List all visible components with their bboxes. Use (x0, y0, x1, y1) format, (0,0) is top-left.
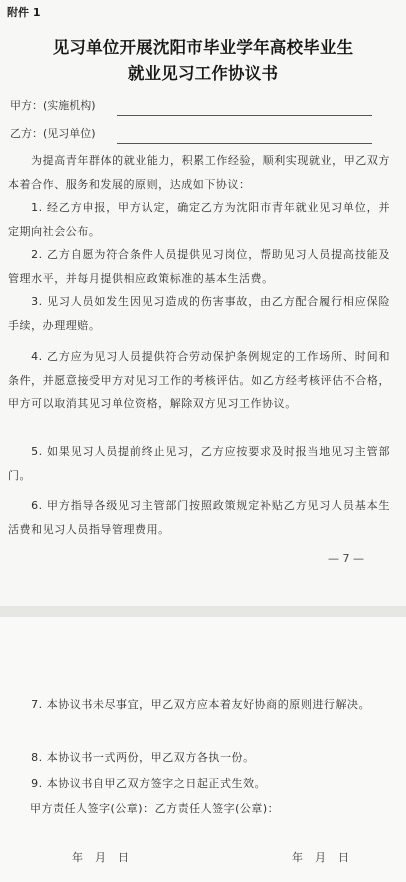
document-title-line-1: 见习单位开展沈阳市毕业学年高校毕业生 (52, 38, 354, 57)
clause-9: 9. 本协议书自甲乙双方签字之日起正式生效。 (31, 777, 267, 790)
clause-5: 5. 如果见习人员提前终止见习，乙方应按要求及时报当地见习主管部门。 (8, 445, 390, 482)
clause-2: 2. 乙方自愿为符合条件人员提供见习岗位，帮助见习人员提高技能及管理水平，并每月提供相应政策标准的基本生活费。 (8, 248, 390, 285)
clause-7: 7. 本协议书未尽事宜，甲乙双方应本着友好协商的原则进行解决。 (31, 698, 371, 711)
clause-3: 3. 见习人员如发生因见习造成的伤害事故，由乙方配合履行相应保险手续，办理理赔。 (8, 295, 390, 332)
page-gap (0, 606, 406, 617)
signature-line: 甲方责任人签字(公章)：乙方责任人签字(公章)： (30, 802, 280, 815)
document-page-2 (0, 617, 406, 882)
date-left: 年 月 日 (72, 851, 130, 864)
clause-8: 8. 本协议书一式两份，甲乙双方各执一份。 (31, 751, 255, 764)
page-number: — 7 — (328, 552, 364, 565)
party-a-underline (117, 115, 372, 116)
document-title-line-2: 就业见习工作协议书 (127, 64, 279, 83)
party-b-underline (117, 143, 372, 144)
party-b-label: 乙方：(见习单位) (10, 127, 96, 140)
attachment-label: 附件 1 (7, 6, 41, 19)
intro-paragraph: 为提高青年群体的就业能力，积累工作经验，顺利实现就业，甲乙双方本着合作、服务和发展的原则，达成如下协议： (8, 154, 390, 191)
clause-4: 4. 乙方应为见习人员提供符合劳动保护条例规定的工作场所、时间和条件，并愿意接受甲方对见习工作的考核评估。如乙方经考核评估不合格，甲方可以取消其见习单位资格，解除双方见习工作协议。 (8, 350, 390, 410)
clause-1: 1. 经乙方申报，甲方认定，确定乙方为沈阳市青年就业见习单位，并定期向社会公布。 (8, 201, 390, 238)
date-right: 年 月 日 (292, 851, 350, 864)
party-a-label: 甲方：(实施机构) (10, 99, 96, 112)
clause-6: 6. 甲方指导各级见习主管部门按照政策规定补贴乙方见习人员基本生活费和见习人员指导管理费用。 (8, 499, 390, 536)
